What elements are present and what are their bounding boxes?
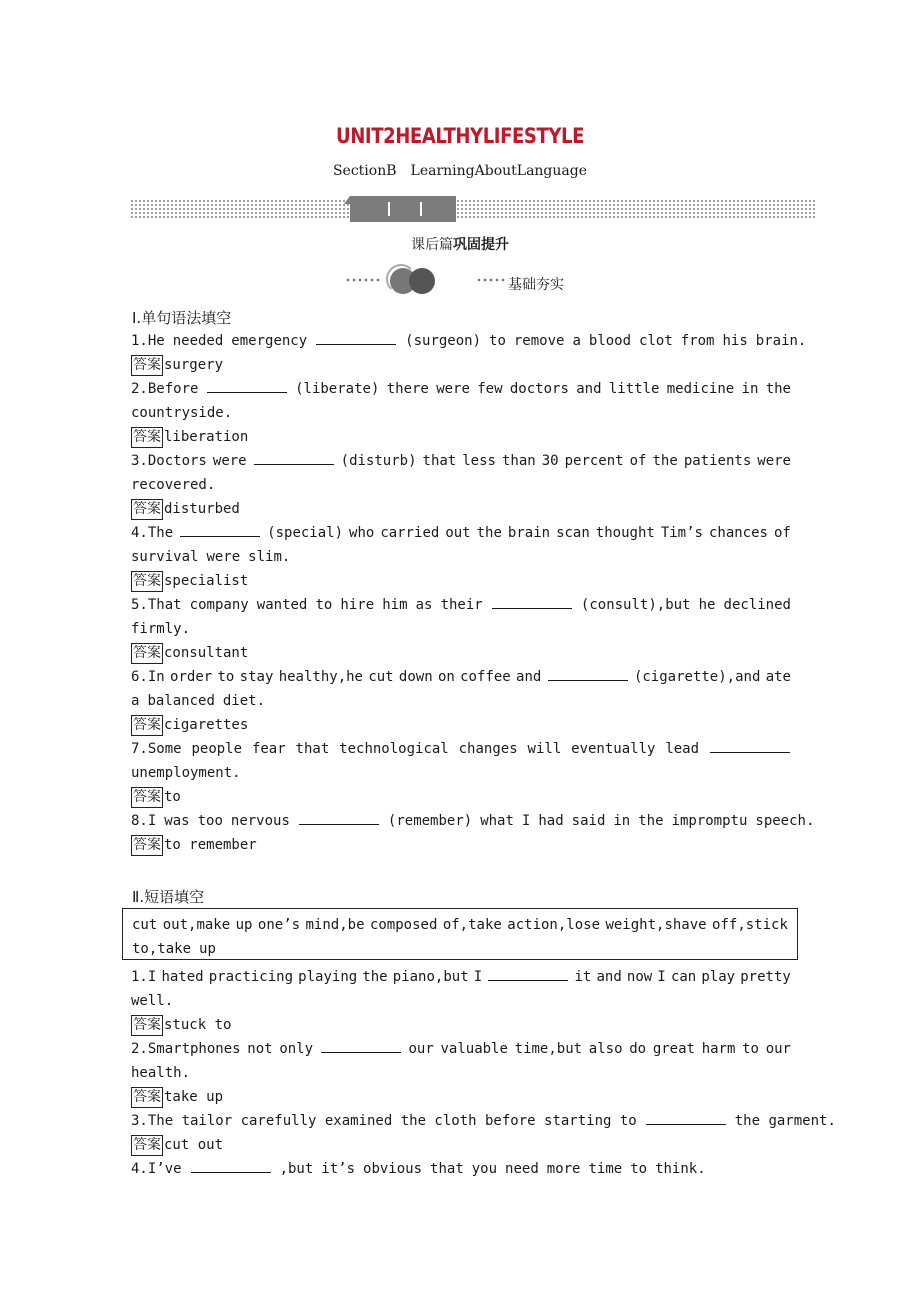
word: (consult),but [580,597,691,613]
answer-tag: 答案 [131,835,163,856]
word: blood [588,333,632,349]
word: our [765,1041,791,1057]
word: who [349,525,375,541]
word: brain. [755,333,807,349]
word: a [572,333,581,349]
answer-blank [646,1110,726,1125]
word: firmly. [131,621,191,637]
word: balanced [147,693,215,709]
word: 5.That [131,597,182,613]
word: his [722,333,748,349]
answer-value: to remember [164,837,257,853]
text-line [131,617,791,641]
word: composed [369,917,438,933]
question-number: 4. [131,525,148,541]
question-number: 3. [131,1113,148,1129]
text-line [131,737,791,761]
answer-tag: 答案 [131,427,163,448]
answer-line [131,642,248,664]
word: brain [507,525,551,541]
answer-value: liberation [164,429,249,445]
word: to,take [132,941,192,957]
word: it’s [321,1161,356,1177]
word: ,but [279,1161,314,1177]
word [487,965,569,989]
word: from [680,333,715,349]
text-line [131,965,791,989]
section-subtitle [0,163,920,179]
word: declined [723,597,791,613]
text-line [131,1037,791,1061]
word: the [638,813,664,829]
word: there [386,381,429,397]
answer-line [131,1086,223,1108]
answer-blank [180,522,260,537]
section-name: LearningAboutLanguage [410,163,588,179]
answer-blank [316,330,396,345]
word: the [765,381,791,397]
text-line [131,689,791,713]
word: to [217,669,235,685]
subhead-prefix: 课后篇 [411,237,453,253]
answer-line [131,834,257,856]
word: to [630,1161,648,1177]
answer-blank [254,450,334,465]
word: the [476,525,502,541]
text-line [131,593,791,617]
word: (disturb) [340,453,417,469]
word: 4.I’ve [131,1161,182,1177]
question-number: 4. [131,1161,148,1177]
answer-line [131,354,223,376]
word: I [521,813,531,829]
word: said [571,813,606,829]
answer-blank [299,810,379,825]
word: (remember) [387,813,473,829]
word: and [596,969,622,985]
basics-banner [345,262,585,296]
answer-tag: 答案 [131,715,163,736]
word: you [471,1161,498,1177]
word: slim. [248,549,291,565]
word: 6.In [131,669,165,685]
word: healthy,he [278,669,363,685]
text-line [131,377,791,401]
word: recovered. [131,477,216,493]
word: technological [339,741,449,757]
word: of,take [442,917,502,933]
word: out [445,525,471,541]
question-number: 6. [131,669,148,685]
word: speech. [755,813,815,829]
word: (surgeon) [405,333,482,349]
question-number: 2. [131,1041,148,1057]
word: clot [639,333,673,349]
word: weight,shave [605,917,707,933]
question-number: 8. [131,813,148,829]
word: to [489,333,506,349]
word: also [588,1041,623,1057]
word: 8.I [131,813,157,829]
word: 4.The [131,525,174,541]
answer-line [131,426,248,448]
answer-blank [207,378,287,393]
word: hire [340,597,375,613]
word: out,make [162,917,231,933]
dots-left-icon [345,278,381,282]
text-line [131,473,791,497]
dot-pattern-right [456,199,816,219]
word: (cigarette),and [633,669,761,685]
word: obvious [363,1161,423,1177]
word: do [629,1041,647,1057]
part1-heading: Ⅰ.单句语法填空 [132,309,232,327]
word: in [613,813,631,829]
answer-line [131,714,248,736]
word [298,813,380,829]
answer-tag: 答案 [131,1135,163,1156]
answer-value: cigarettes [164,717,249,733]
word: time [588,1161,623,1177]
word: countryside. [131,405,233,421]
word: scan [556,525,590,541]
word: play [701,969,736,985]
answer-blank [548,666,628,681]
decorative-dot-band [130,196,816,222]
word: as [415,597,433,613]
word: their [440,597,483,613]
word: well. [131,993,174,1009]
answer-blank [710,738,790,753]
word: fear [251,741,286,757]
word: emergency [231,333,308,349]
answer-value: surgery [164,357,224,373]
word: not [247,1041,273,1057]
word: more [546,1161,581,1177]
answer-line [131,786,181,808]
word: 30 [541,453,559,469]
text-line [131,761,791,785]
word: harm [701,1041,736,1057]
word: only [279,1041,314,1057]
word: up [235,917,253,933]
answer-value: cut out [164,1137,224,1153]
basics-label: 基础夯实 [508,277,564,293]
word: up [199,941,216,957]
word: lead [665,741,700,757]
word: to [315,597,333,613]
word: less [462,453,496,469]
word: needed [172,333,224,349]
word: will [527,741,562,757]
word: percent [564,453,624,469]
answer-value: consultant [164,645,249,661]
word: Tim’s [660,525,703,541]
word: thought [595,525,655,541]
word: great [652,1041,695,1057]
word: too [197,813,223,829]
word: were [436,381,470,397]
word: were [206,549,241,565]
text-line [132,913,788,937]
word [206,377,288,401]
answer-line [131,498,240,520]
answer-value: take up [164,1089,224,1105]
dots-right-icon [476,278,508,282]
word: our [408,1041,434,1057]
answer-value: to [164,789,181,805]
word: 7.Some [131,741,182,757]
answer-line [131,570,248,592]
answer-tag: 答案 [131,643,163,664]
word: the [362,969,388,985]
word: (special) [267,525,344,541]
word: 1.He [131,333,165,349]
banner-tab [350,196,456,222]
word: that [430,1161,464,1177]
word: one’s [257,917,301,933]
word: doctors [509,381,569,397]
subhead [0,234,920,254]
word: need [505,1161,539,1177]
unit-title: UNIT2HEALTHYLIFESTYLE [336,124,584,148]
word: survival [131,549,199,565]
word [179,521,261,545]
word: stay [239,669,274,685]
word: what [480,813,514,829]
word: were [757,453,791,469]
word: to [742,1041,759,1057]
word: remove [513,333,565,349]
word: 3.The tailor carefully examined the cloth before starting to [131,1113,637,1129]
text-line [131,665,791,689]
word [253,449,335,473]
word: changes [458,741,518,757]
word: playing [298,969,358,985]
answer-tag: 答案 [131,499,163,520]
word: little [608,381,660,397]
word: cut [132,917,158,933]
word: hated [161,969,204,985]
circle-icon [409,268,435,294]
word: chances [708,525,768,541]
word: can [670,969,697,985]
word: eventually [571,741,656,757]
word: impromptu [671,813,748,829]
word: piano,but [392,969,469,985]
question-number: 2. [131,381,148,397]
part2-heading: Ⅱ.短语填空 [132,888,205,906]
word [315,333,397,349]
answer-tag: 答案 [131,1015,163,1036]
text-line [131,1157,791,1181]
word: pretty [740,969,791,985]
word: (liberate) [295,381,380,397]
word: valuable [440,1041,508,1057]
word: wanted [256,597,308,613]
word: now [626,969,653,985]
word: on [437,669,455,685]
word: him [382,597,408,613]
word: in [741,381,759,397]
dot-pattern-left [130,199,350,219]
word: people [191,741,243,757]
word: he [698,597,716,613]
word [709,737,791,761]
word: order [170,669,213,685]
word: health. [131,1065,191,1081]
answer-line [131,1134,223,1156]
word [547,665,629,689]
answer-blank [488,966,568,981]
word: had [538,813,564,829]
word: the garment. [734,1113,836,1129]
word: a [131,693,140,709]
answer-blank [321,1038,401,1053]
answer-tag: 答案 [131,571,163,592]
question-number: 1. [131,333,148,349]
text-line [131,545,791,569]
answer-tag: 答案 [131,1087,163,1108]
question-number: 7. [131,741,148,757]
answer-line [131,1014,231,1036]
word: of [629,453,647,469]
word: cut [368,669,394,685]
word: diet. [222,693,266,709]
word: time,but [514,1041,583,1057]
section-part: SectionB [332,163,397,179]
word: unemployment. [131,765,241,781]
text-line [131,1109,836,1133]
word: it [574,969,592,985]
word [645,1113,727,1129]
word: action,lose [507,917,600,933]
word: ate [765,669,791,685]
word: think. [655,1161,706,1177]
text-line [132,937,788,961]
answer-blank [492,594,572,609]
word: 2.Before [131,381,199,397]
word: coffee [460,669,511,685]
word: I [473,969,483,985]
banner-bar [388,202,390,216]
word: down [398,669,433,685]
word: medicine [666,381,735,397]
word: were [212,453,247,469]
word: 1.I [131,969,157,985]
word: patients [683,453,752,469]
word: I [657,969,666,985]
answer-tag: 答案 [131,355,163,376]
subhead-bold: 巩固提升 [453,237,509,253]
word: nervous [230,813,290,829]
word: and [516,669,542,685]
text-line [131,329,807,353]
answer-blank [191,1158,271,1173]
text-line [131,449,791,473]
answer-value: stuck to [164,1017,232,1033]
word: few [477,381,503,397]
word: company [189,597,249,613]
question-number: 3. [131,453,148,469]
word: off,stick [712,917,788,933]
word [320,1037,402,1061]
word: was [164,813,190,829]
word: of [773,525,791,541]
word: than [501,453,536,469]
banner-notch [344,196,350,204]
banner-bar [420,202,422,216]
answer-value: disturbed [164,501,240,517]
word: mind,be [305,917,365,933]
text-line [131,401,791,425]
word: 2.Smartphones [131,1041,241,1057]
question-number: 1. [131,969,148,985]
word: 3.Doctors [131,453,207,469]
word: that [422,453,457,469]
phrase-bank [122,908,798,960]
text-line [131,809,815,833]
word [190,1161,272,1177]
answer-tag: 答案 [131,787,163,808]
word: the [652,453,678,469]
question-number: 5. [131,597,148,613]
answer-value: specialist [164,573,249,589]
text-line [131,989,791,1013]
text-line [131,521,791,545]
text-line [131,1061,791,1085]
word [491,593,573,617]
word: carried [380,525,440,541]
word: and [576,381,602,397]
word: practicing [208,969,294,985]
word: that [295,741,330,757]
